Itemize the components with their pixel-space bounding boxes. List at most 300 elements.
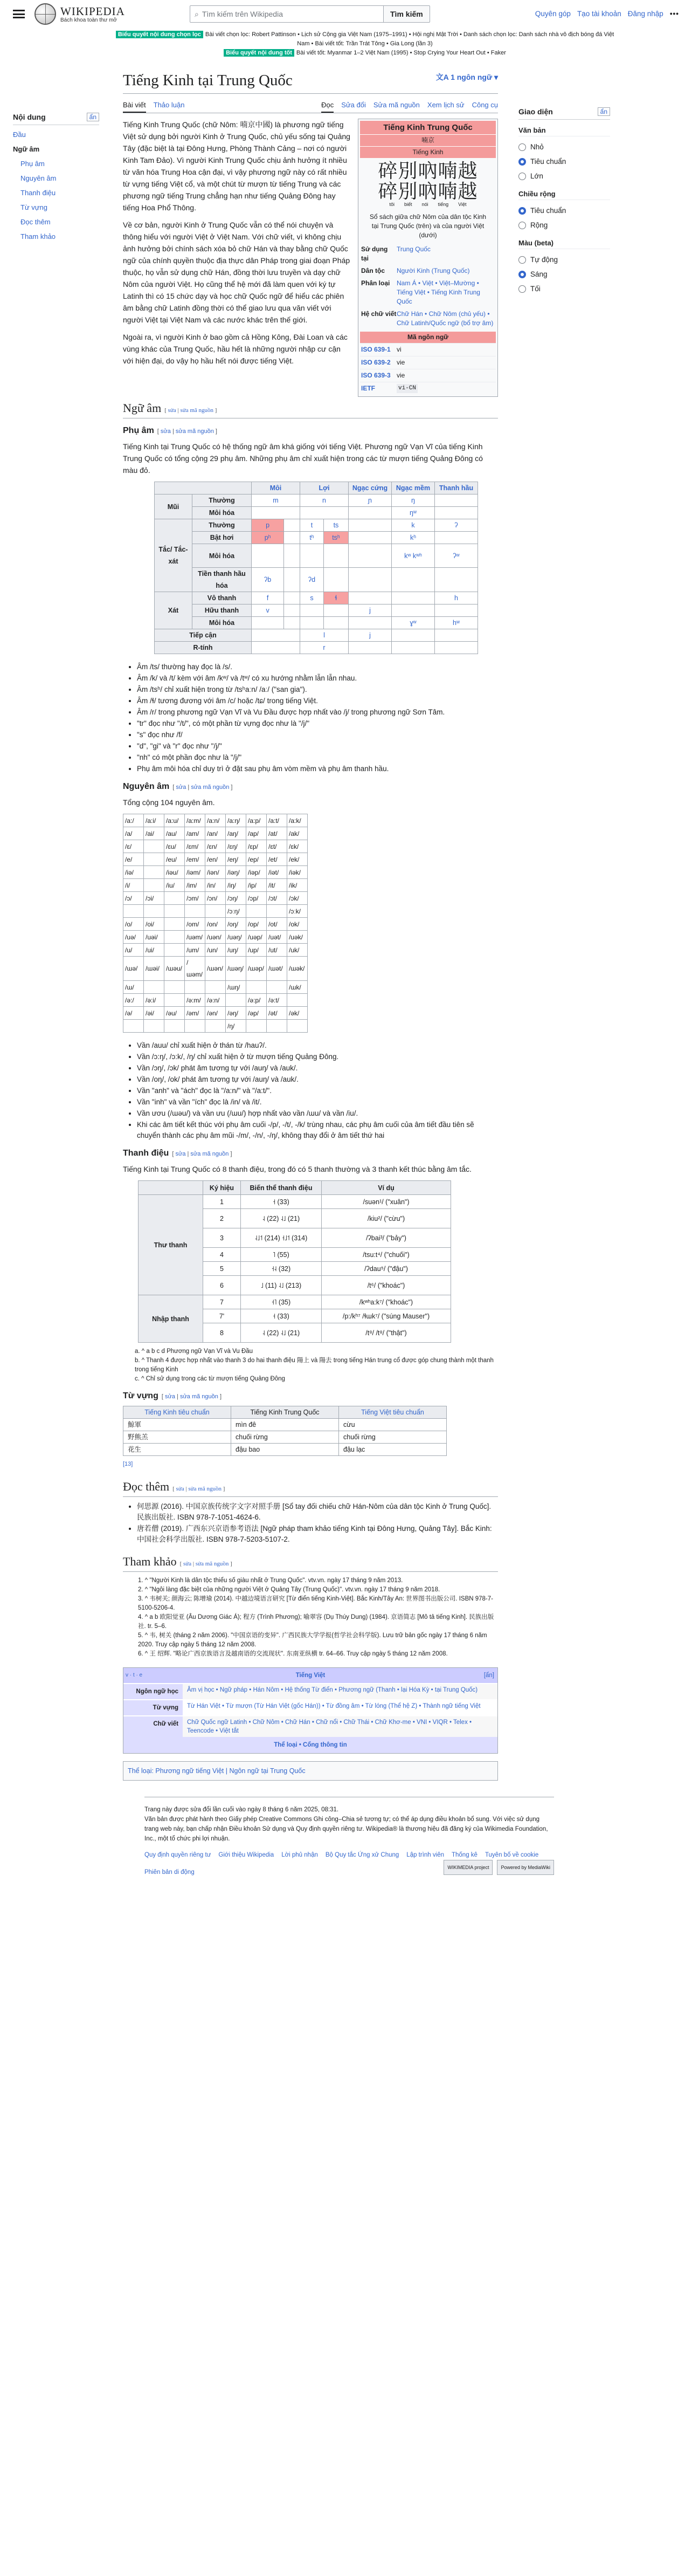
edit-link[interactable]: sửa (160, 428, 171, 435)
edit-source-link[interactable]: sửa mã nguồn (195, 1561, 229, 1567)
ib-code-key[interactable]: ISO 639-3 (361, 372, 391, 379)
subsection-heading: Phụ âm [ sửa | sửa mã nguồn ] (123, 426, 217, 435)
width-label: Chiều rộng (518, 190, 610, 200)
phoneme[interactable]: ʔʷ (435, 544, 478, 568)
color-auto-radio[interactable]: Tự động (518, 252, 610, 267)
gloss: Việt (458, 202, 467, 207)
rhyme-cell (205, 981, 226, 994)
row-group: Tắc/ Tắc-xát (155, 519, 192, 592)
ib-code-key[interactable]: IETF (361, 384, 375, 392)
rhyme-cell (123, 905, 144, 918)
edit-source-link[interactable]: sửa mã nguồn (188, 1486, 222, 1492)
edit-source-link[interactable]: sửa mã nguồn (190, 1151, 229, 1157)
note: • Vần "anh" và "ách" đọc là "/a:n/" và "/a:t/". (137, 1086, 498, 1096)
rhyme-cell (185, 905, 205, 918)
rhyme-cell (123, 1020, 144, 1033)
rhyme-cell: /eu/ (164, 853, 185, 866)
tab-read[interactable]: Đọc (321, 101, 334, 113)
logo-title: WIKIPEDIA (60, 4, 125, 18)
width-standard-radio[interactable]: Tiêu chuẩn (518, 203, 610, 218)
rhyme-cell: /i/ (123, 879, 144, 892)
phoneme[interactable]: l (300, 629, 349, 642)
rhyme-cell: /ət/ (267, 1007, 287, 1020)
rhyme-cell (164, 994, 185, 1007)
page-title: Tiếng Kinh tại Trung Quốc (123, 72, 293, 89)
rhyme-cell: /ək/ (287, 1007, 308, 1020)
tone-value: ˩ (11) ˨˩ (213) (241, 1276, 322, 1295)
row-group: Tiếp cận (155, 629, 252, 642)
infobox-native: 喃京 (360, 134, 496, 146)
rhyme-cell (287, 994, 308, 1007)
ib-val[interactable]: Nam Á • Việt • Việt–Mường • Tiếng Việt • Tiếng Kinh Trung Quốc (397, 279, 480, 305)
phoneme[interactable]: p (252, 519, 284, 532)
col-header[interactable]: Môi (252, 482, 300, 494)
rhyme-cell: /uəi/ (144, 931, 164, 944)
rhyme-cell: /ɯə/ (123, 957, 144, 981)
note: • Vần "inh" và vần "ích" đọc là /in/ và /it/. (137, 1097, 498, 1108)
rhyme-cell: /in/ (205, 879, 226, 892)
rhyme-cell: /ə:i/ (144, 994, 164, 1007)
tone-table (138, 1180, 451, 1343)
phoneme[interactable]: v (252, 604, 284, 617)
edit-link[interactable]: sửa (175, 1151, 186, 1157)
footer-link[interactable]: Lập trình viên (406, 1852, 444, 1858)
tone-num: 1 (203, 1195, 241, 1209)
navbox-hide[interactable]: [ẩn] (483, 1672, 494, 1679)
text-large-radio[interactable]: Lớn (518, 169, 610, 183)
logo-subtitle: Bách khoa toàn thư mở (60, 17, 117, 23)
phoneme[interactable]: tʰ (300, 532, 324, 544)
ib-val[interactable]: Trung Quốc (397, 245, 431, 253)
ib-key: Dân tộc (361, 267, 385, 274)
toc-item[interactable]: Từ vựng (20, 203, 47, 211)
footer-link[interactable]: Tuyên bố về cookie (485, 1852, 539, 1858)
rhyme-row (123, 994, 308, 1007)
navbox-vte[interactable]: v · t · e (126, 1672, 143, 1678)
tone-example: /suən¹/ ("xuân") (322, 1195, 451, 1209)
phoneme[interactable]: j (349, 604, 392, 617)
rhyme-cell: /ap/ (246, 827, 267, 840)
toc-item[interactable]: Đọc thêm (20, 218, 51, 226)
phoneme[interactable]: ɲ (349, 494, 392, 507)
ib-code-key[interactable]: ISO 639-1 (361, 346, 391, 353)
navbox-list[interactable]: Chữ Quốc ngữ Latinh • Chữ Nôm • Chữ Hán • Chữ nổi • Chữ Thái • Chữ Khơ-me • VNI • VIQR • Telex • Teencode • Việt tắt (183, 1716, 497, 1737)
note: • Vần /ɔŋ/, /ɔk/ phát âm tương tự với /auŋ/ và /auk/. (137, 1063, 498, 1074)
rhyme-cell (267, 1020, 287, 1033)
reference-item: 6. ^ 王 绍辉. "略论广西京族语言及越南语的交流现状". 东南亚纵横 tr. 64–66. Truy cập ngày 5 tháng 12 năm 2008. (138, 1651, 448, 1657)
tone-value: ˧ (33) (241, 1195, 322, 1209)
toc-item[interactable]: Thanh điệu (20, 189, 56, 197)
ib-code-key[interactable]: ISO 639-2 (361, 359, 391, 366)
text-standard-radio[interactable]: Tiêu chuẩn (518, 154, 610, 169)
rhyme-cell: /ɔn/ (205, 892, 226, 905)
toc-hide-button[interactable]: ẩn (87, 113, 99, 121)
tone-example: /tsu:t⁴/ ("chuối") (322, 1248, 451, 1262)
rhyme-cell: /ɔp/ (246, 892, 267, 905)
tone-num: 4 (203, 1248, 241, 1262)
col-header: Biến thể thanh điệu (241, 1181, 322, 1195)
page-tabs (123, 94, 498, 113)
phoneme[interactable]: n (300, 494, 349, 507)
rhyme-cell: /ɯək/ (287, 957, 308, 981)
phoneme[interactable]: ɬ (323, 592, 348, 604)
rhyme-cell: /ɛ/ (123, 840, 144, 853)
rhyme-cell: /am/ (185, 827, 205, 840)
ib-key: Sử dụng tại (361, 245, 388, 262)
note: • "s" đọc như /f/ (137, 730, 498, 740)
rhyme-cell: /iət/ (267, 866, 287, 879)
rhyme-cell (164, 981, 185, 994)
row-sub: Thường (192, 519, 252, 532)
footer (144, 1797, 554, 1877)
phoneme[interactable]: tsʰ (323, 532, 348, 544)
tab-history[interactable]: Xem lịch sử (427, 101, 465, 109)
featured-vote-badge[interactable]: Biểu quyết nội dung chọn lọc (116, 31, 203, 38)
rhyme-row (123, 853, 308, 866)
section-heading: Tham khảo [ sửa | sửa mã nguồn ] (123, 1556, 498, 1572)
more-icon[interactable]: ••• (669, 10, 679, 18)
rhyme-cell: /eŋ/ (226, 853, 246, 866)
reading-item: • 何思源 (2016). 中国京族传统字文字对照手册 [Sổ tay đối chiếu chữ Hán-Nôm của dân tộc Kinh ở Trung Quốc]. 民族出版社. ISBN 978-7-1051-4624-6. (137, 1501, 498, 1523)
col-header[interactable]: Tiếng Kinh tiêu chuẩn (123, 1406, 231, 1419)
tone-example: /t⁶/ ("khoác") (322, 1276, 451, 1295)
rhyme-cell (144, 981, 164, 994)
rhyme-cell: /uək/ (287, 931, 308, 944)
rhyme-cell: /et/ (267, 853, 287, 866)
rhyme-cell: /at/ (267, 827, 287, 840)
create-account-link[interactable]: Tạo tài khoản (577, 10, 621, 18)
rhyme-cell: /ɯk/ (287, 981, 308, 994)
cell: đậu lạc (339, 1444, 447, 1456)
edit-link[interactable]: sửa (176, 1486, 184, 1492)
rhyme-cell (246, 981, 267, 994)
good-vote-badge[interactable]: Biểu quyết nội dung tốt (224, 49, 294, 57)
row-sub: Môi hóa (192, 544, 252, 568)
phoneme[interactable]: hʷ (435, 617, 478, 629)
phoneme[interactable]: r (300, 642, 349, 654)
donate-link[interactable]: Quyên góp (535, 10, 571, 18)
rhyme-cell: /ak/ (287, 827, 308, 840)
phoneme[interactable]: kʰ (392, 532, 435, 544)
rhyme-cell (205, 905, 226, 918)
login-link[interactable]: Đăng nhập (627, 10, 663, 18)
ib-val[interactable]: Người Kinh (Trung Quốc) (397, 267, 470, 274)
tone-example: /ʔbai³/ ("bảy") (322, 1228, 451, 1248)
row-group: R-tính (155, 642, 252, 654)
tone-value: ˧ (33) (241, 1309, 322, 1323)
toc-item[interactable]: Nguyên âm (20, 174, 57, 182)
rhyme-cell: /ə:m/ (185, 994, 205, 1007)
vocab-ref[interactable]: [13] (123, 1461, 133, 1467)
rhyme-cell (164, 931, 185, 944)
row-sub: Hữu thanh (192, 604, 252, 617)
phoneme[interactable]: pʰ (252, 532, 284, 544)
rhyme-cell: /a:i/ (144, 814, 164, 827)
rhyme-cell: /iu/ (164, 879, 185, 892)
phoneme[interactable]: kʷ kʷʰ (392, 544, 435, 568)
references (138, 1576, 498, 1659)
rhyme-cell: /əu/ (164, 1007, 185, 1020)
rhyme-cell: /ɔːk/ (287, 905, 308, 918)
rhyme-cell: /a/ (123, 827, 144, 840)
tone-value: ˨ (22) ˨˩ (21) (241, 1323, 322, 1343)
rhyme-cell: /iəu/ (164, 866, 185, 879)
consonant-intro: Tiếng Kinh tại Trung Quốc có hệ thống ngữ âm khá giống với tiếng Việt. Phương ngữ Vạn Vĩ của tiếng Kinh Trung Quốc có tổng cộng 29 phụ âm. Những phụ âm chỉ xuất hiện trong các từ mượn tiếng Quảng Đông có màu đỏ. (123, 442, 483, 475)
phoneme[interactable]: ʔd (300, 568, 324, 592)
infobox (358, 119, 498, 397)
rhyme-cell: /ə:n/ (205, 994, 226, 1007)
good-line: Bài viết tốt: Myanmar 1–2 Việt Nam (1995) • Stop Crying Your Heart Out • Faker (296, 50, 506, 56)
reference-item: 1. ^ "Người Kinh là dân tộc thiểu số giàu nhất ở Trung Quốc". vtv.vn. ngày 17 tháng 9 năm 2013. (138, 1577, 403, 1584)
infobox-caption: Sổ sách giữa chữ Nôm của dân tộc Kinh tại Trung Quốc (trên) và của người Việt (dưới) (369, 213, 487, 239)
appearance-title: Giao diện (518, 107, 553, 116)
phoneme[interactable]: ŋ (392, 494, 435, 507)
main-content (123, 63, 498, 1781)
phoneme[interactable]: ŋʷ (392, 507, 435, 519)
color-label: Màu (beta) (518, 239, 610, 249)
rhyme-cell (287, 1020, 308, 1033)
search-button[interactable]: Tìm kiếm (384, 5, 430, 23)
tab-edit-source[interactable]: Sửa mã nguồn (373, 101, 420, 109)
vowel-notes (137, 1040, 498, 1141)
wikipedia-logo[interactable] (34, 3, 175, 25)
phoneme[interactable]: m (252, 494, 300, 507)
col-header[interactable]: Ngạc cứng (349, 482, 392, 494)
infobox-sub: Tiếng Kinh (360, 146, 496, 158)
ib-val[interactable]: Chữ Hán • Chữ Nôm (chủ yếu) • Chữ Latinh/Quốc ngữ (bổ trợ âm) (397, 310, 494, 327)
gloss: tiếng (438, 202, 449, 207)
rhyme-cell: /ɛt/ (267, 840, 287, 853)
navbox-list[interactable]: Từ Hán Việt • Từ mượn (Từ Hán Việt (gốc Hán)) • Từ đồng âm • Từ lóng (Thể hệ Z) • Thành ngữ tiếng Việt (187, 1703, 481, 1709)
note: • Âm /ɬ/ tương đương với âm /c/ hoặc /tɕ/ trong tiếng Việt. (137, 696, 498, 706)
toc-item[interactable]: Tham khảo (20, 232, 56, 241)
col-header[interactable]: Tiếng Việt tiêu chuẩn (339, 1406, 447, 1419)
rhyme-cell: /uə/ (123, 931, 144, 944)
rhyme-cell: /um/ (185, 944, 205, 957)
toc-title: Nội dung (13, 113, 46, 121)
rhyme-row (123, 892, 308, 905)
rhyme-cell: /ik/ (287, 879, 308, 892)
rhyme-cell: /əi/ (144, 1007, 164, 1020)
tone-example: /kiu²/ ("cừu") (322, 1209, 451, 1228)
rhyme-cell (144, 905, 164, 918)
ib-code-val: vi (397, 346, 402, 353)
globe-icon (34, 3, 56, 25)
toc-item[interactable]: Ngữ âm (13, 145, 40, 153)
tab-talk[interactable]: Thảo luận (153, 101, 185, 109)
phoneme[interactable]: ʔb (252, 568, 284, 592)
tone-example: /t⁸/ /t⁸/ ("thật") (322, 1323, 451, 1343)
rhyme-cell (164, 1020, 185, 1033)
rhyme-cell: /om/ (185, 918, 205, 931)
rhyme-cell: /uət/ (267, 931, 287, 944)
rhyme-row (123, 840, 308, 853)
rhyme-cell: /a:k/ (287, 814, 308, 827)
edit-link[interactable]: sửa (183, 1561, 192, 1567)
rhyme-cell: /em/ (185, 853, 205, 866)
language-button[interactable]: 文A 1 ngôn ngữ ▾ (435, 73, 498, 81)
rhyme-cell: /iən/ (205, 866, 226, 879)
rhyme-cell: /ɔm/ (185, 892, 205, 905)
footer-link[interactable]: Phiên bản di động (144, 1869, 195, 1876)
rhyme-cell: /ok/ (287, 918, 308, 931)
text-small-radio[interactable]: Nhỏ (518, 140, 610, 154)
cell: 鯨軍 (123, 1419, 231, 1431)
personal-tools (535, 10, 679, 18)
subsection-heading: Thanh điệu [ sửa | sửa mã nguồn ] (123, 1149, 232, 1158)
tone-value: ˧˥ (35) (241, 1295, 322, 1309)
rhyme-cell (205, 1020, 226, 1033)
rhyme-cell: /o/ (123, 918, 144, 931)
intro-paragraph: Tiếng Kinh Trung Quốc (chữ Nôm: 喃京中國) là phương ngữ tiếng Việt sử dụng bởi người Kinh ở Trung Quốc, chủ yếu sống tại Quảng Tây (đặc biệt là tại Đông Hưng, Phòng Thành Cảng – nơi có người Kinh Tam Đảo). Vì người Kinh Trung Quốc chịu ảnh hưởng ít nhiều từ văn hóa Trung Hoa cận đại, vì vậy phương ngữ này có rất nhiều từ vựng tiếng Việt cổ, và một chút từ mượn từ tiếng Trung và các phương ngữ tiếng Trung chẳng hạn như tiếng Quảng Đông hay tiếng Hoa Phổ Thông. (123, 120, 350, 212)
phoneme[interactable]: h (435, 592, 478, 604)
toc-item[interactable]: Phụ âm (20, 160, 45, 168)
phoneme[interactable]: f (252, 592, 284, 604)
mediawiki-badge[interactable]: Powered by MediaWiki (497, 1860, 554, 1875)
category-links[interactable]: Thể loại: Phương ngữ tiếng Việt | Ngôn ngữ tại Trung Quốc (123, 1761, 498, 1781)
cell: 野熊羔 (123, 1431, 231, 1444)
rhyme-cell: /ɯən/ (205, 957, 226, 981)
reference-item: 4. ^ a b 欧阳觉亚 (Âu Dương Giác Á); 程方 (Trình Phương); 喻翠容 (Dụ Thúy Dung) (1984). 京语简志 [Mô tả tiếng Kinh]. 民族出版社. tr. 5–6. (138, 1614, 494, 1630)
note: • "tr" đọc như "/t/", có một phần từ vựng đọc như là "/j/" (137, 718, 498, 729)
section-heading: Ngữ âm [ sửa | sửa mã nguồn ] (123, 402, 498, 418)
rhyme-cell: /ut/ (267, 944, 287, 957)
rhyme-cell (226, 994, 246, 1007)
infobox-title: Tiếng Kinh Trung Quốc (360, 121, 496, 134)
rhyme-cell: /uən/ (205, 931, 226, 944)
tone-num: 3 (203, 1228, 241, 1248)
cell: chuối rừng (231, 1431, 339, 1444)
phoneme[interactable]: ɣʷ (392, 617, 435, 629)
rhyme-cell: /op/ (246, 918, 267, 931)
tab-tools[interactable]: Công cụ (472, 101, 498, 109)
nom-script-image-2: 碎別吶喃越 (378, 181, 478, 203)
rhyme-cell: /uəŋ/ (226, 931, 246, 944)
rhyme-cell: /ek/ (287, 853, 308, 866)
edit-link[interactable]: sửa (176, 784, 186, 791)
tone-value: ˧˨ (32) (241, 1262, 322, 1276)
rhyme-cell: /it/ (267, 879, 287, 892)
tone-example: /kʷʰa:k⁷/ ("khoác") (322, 1295, 451, 1309)
gloss: biết (404, 202, 412, 207)
rhyme-cell (267, 981, 287, 994)
tone-intro: Tiếng Kinh tại Trung Quốc có 8 thanh điệu, trong đó có 5 thanh thường và 3 thanh kết thúc bằng âm tắc. (123, 1165, 472, 1173)
rhyme-cell: /ə/ (123, 1007, 144, 1020)
tone-num: 8 (203, 1323, 241, 1343)
rhyme-cell: /ɔk/ (287, 892, 308, 905)
vocab-table (123, 1406, 447, 1456)
rhyme-cell: /ɯəŋ/ (226, 957, 246, 981)
phoneme[interactable]: ts (323, 519, 348, 532)
toc-sidebar (13, 63, 99, 1781)
edit-source-link[interactable]: sửa mã nguồn (179, 1393, 218, 1400)
main-menu-icon[interactable] (13, 10, 25, 18)
edit-source-link[interactable]: sửa mã nguồn (191, 784, 230, 791)
phoneme[interactable]: s (300, 592, 324, 604)
phoneme[interactable]: t (300, 519, 324, 532)
rhyme-cell: /uəp/ (246, 931, 267, 944)
rhyme-cell: /ə:/ (123, 994, 144, 1007)
appearance-panel (518, 63, 610, 1781)
footer-link[interactable]: Giới thiệu Wikipedia (218, 1852, 274, 1858)
rhyme-cell: /ən/ (205, 1007, 226, 1020)
rhyme-cell: /a:p/ (246, 814, 267, 827)
navbox-title[interactable]: Tiếng Việt (295, 1672, 326, 1679)
edit-source-link[interactable]: sửa mã nguồn (175, 428, 214, 435)
col-header: Ví dụ (322, 1181, 451, 1195)
navbox-list[interactable]: Âm vị học • Ngữ pháp • Hán Nôm • Hệ thống Từ điển • Phương ngữ (Thanh • lại Hóa Kỳ • tại Trung Quốc) (183, 1684, 497, 1699)
rhyme-row (123, 957, 308, 981)
row-sub: Môi hóa (192, 617, 252, 629)
appearance-hide-button[interactable]: ẩn (598, 107, 610, 116)
navbox-group: Ngôn ngữ học (123, 1684, 183, 1699)
further-reading (137, 1501, 498, 1545)
rhyme-cell: /iŋ/ (226, 879, 246, 892)
tone-group: Thư thanh (139, 1195, 203, 1295)
color-light-radio[interactable]: Sáng (518, 267, 610, 281)
color-dark-radio[interactable]: Tối (518, 281, 610, 296)
search-placeholder: Tìm kiếm trên Wikipedia (202, 10, 283, 18)
edit-link[interactable]: sửa (164, 1393, 175, 1400)
edit-link[interactable]: sửa (168, 407, 176, 414)
rhyme-row (123, 866, 308, 879)
rhyme-cell: /ɔŋ/ (226, 892, 246, 905)
toc-item[interactable]: Đầu (13, 130, 26, 139)
col-header[interactable]: Lợi (300, 482, 349, 494)
tone-num: 5 (203, 1262, 241, 1276)
rhyme-row (123, 944, 308, 957)
rhyme-cell: /ɯŋ/ (226, 981, 246, 994)
tab-edit[interactable]: Sửa đổi (341, 101, 366, 109)
subsection-heading: Nguyên âm [ sửa | sửa mã nguồn ] (123, 782, 233, 791)
phoneme[interactable]: j (349, 629, 392, 642)
col-header[interactable]: Thanh hầu (435, 482, 478, 494)
rhyme-cell: /iə/ (123, 866, 144, 879)
navbox-group: Từ vựng (123, 1700, 183, 1715)
footer-link[interactable]: Lời phủ nhận (281, 1852, 318, 1858)
consonant-table (154, 482, 478, 654)
cell: 花生 (123, 1444, 231, 1456)
edit-source-link[interactable]: sửa mã nguồn (180, 407, 214, 414)
wikimedia-badge[interactable]: WIKIMEDIA project (444, 1860, 493, 1875)
navbox-footer[interactable]: Thể loại • Cổng thông tin (123, 1737, 497, 1753)
cell: chuối rừng (339, 1431, 447, 1444)
rhyme-cell (267, 905, 287, 918)
rhyme-cell: /a:/ (123, 814, 144, 827)
note: a. ^ a b c d Phương ngữ Vạn Vĩ và Vu Đầu (135, 1348, 253, 1355)
search-input[interactable] (190, 5, 384, 23)
gloss: nói (421, 202, 428, 207)
rhyme-cell: /a:m/ (185, 814, 205, 827)
tab-article[interactable]: Bài viết (123, 101, 146, 113)
rhyme-cell: /oŋ/ (226, 918, 246, 931)
rhyme-cell (246, 1020, 267, 1033)
footer-link[interactable]: Quy định quyền riêng tư (144, 1852, 211, 1858)
col-header: Ký hiệu (203, 1181, 241, 1195)
rhyme-cell (144, 853, 164, 866)
footer-link[interactable]: Thống kê (451, 1852, 478, 1858)
width-wide-radio[interactable]: Rộng (518, 218, 610, 232)
rhyme-cell: /up/ (246, 944, 267, 957)
phoneme[interactable]: k (392, 519, 435, 532)
footer-link[interactable]: Bộ Quy tắc Ứng xử Chung (325, 1852, 399, 1858)
phoneme[interactable]: ʔ (435, 519, 478, 532)
rhyme-cell (164, 918, 185, 931)
rhyme-cell: /əp/ (246, 1007, 267, 1020)
col-header[interactable]: Ngạc mềm (392, 482, 435, 494)
gloss: tôi (389, 202, 395, 207)
tone-value: ˨ (22) ˨˩ (21) (241, 1209, 322, 1228)
